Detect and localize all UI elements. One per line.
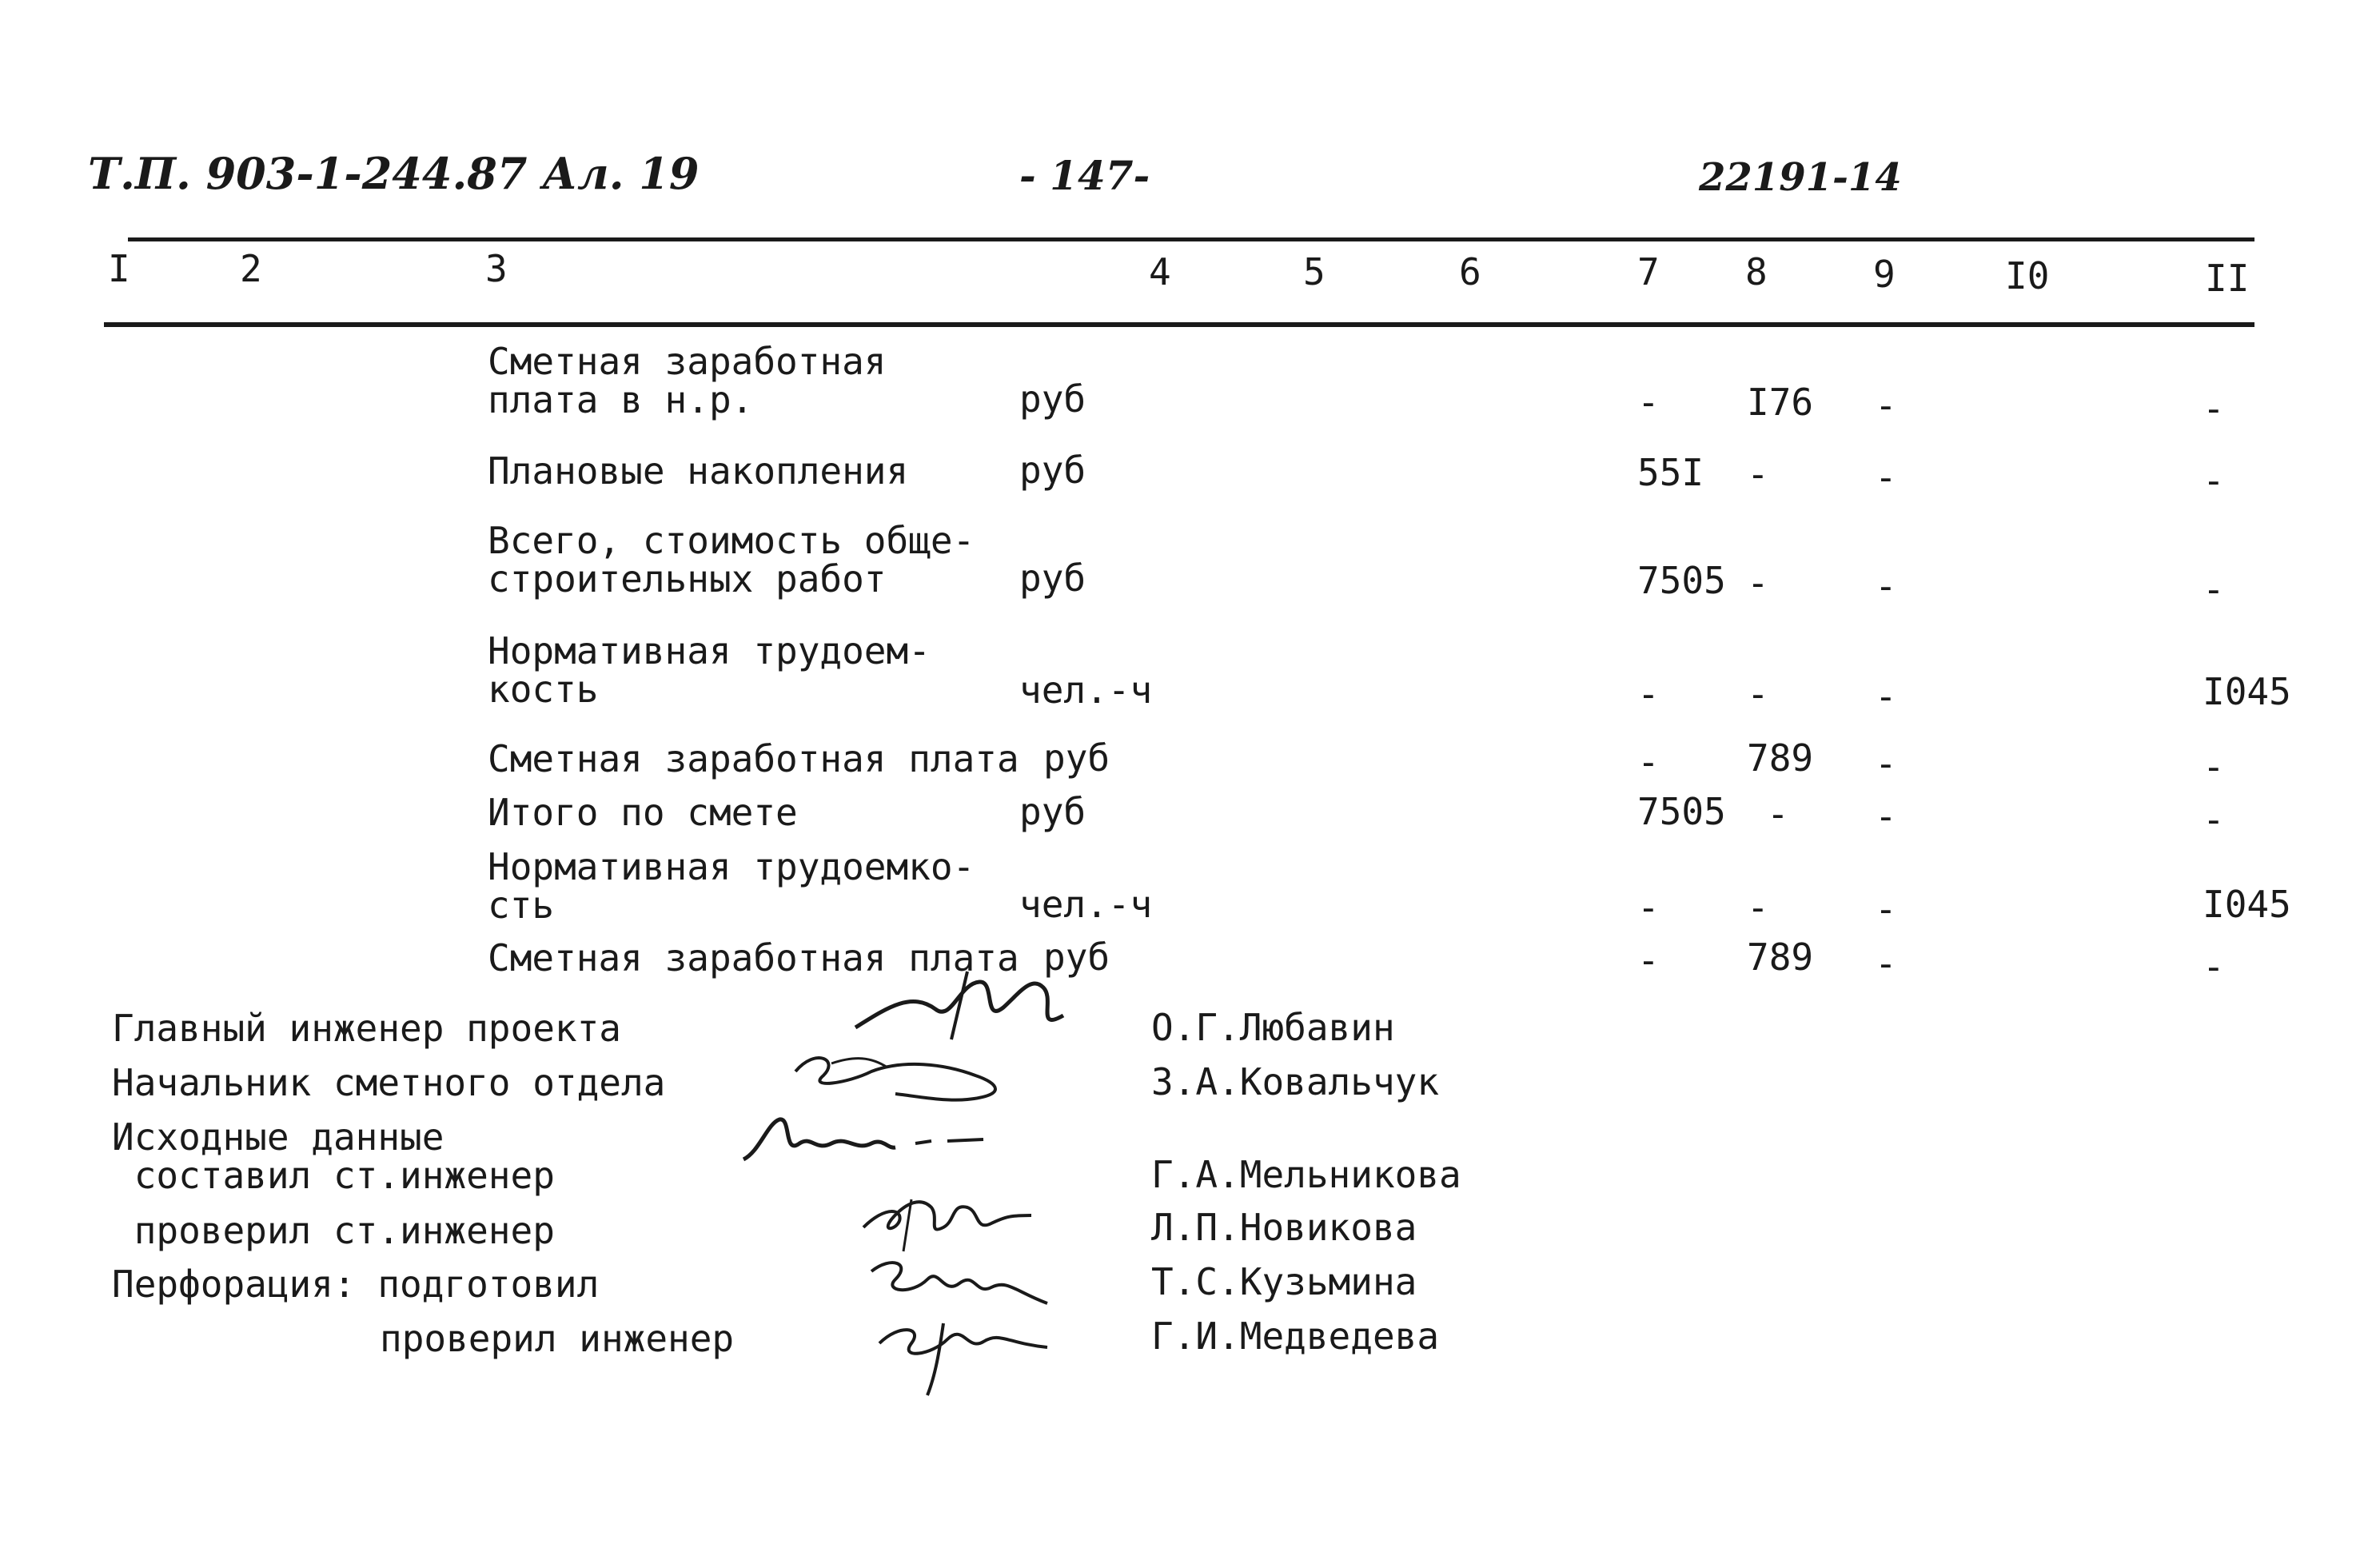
- signature-checker: [855, 1187, 1039, 1255]
- document-reference: Т.П. 903-1-244.87 Ал. 19: [88, 148, 700, 199]
- row-col8: -: [1747, 886, 1769, 929]
- row-item-name: Всего, стоимость обще- строительных работ: [488, 519, 975, 601]
- row-unit: чел.-ч: [1019, 668, 1153, 712]
- row-item-name: Сметная заработная плата в н.р.: [488, 340, 887, 422]
- signature-chief-engineer: [839, 960, 1079, 1047]
- row-col7: -: [1637, 672, 1660, 716]
- signatory-name: О.Г.Любавин: [1151, 1006, 1395, 1049]
- row-col9: -: [1875, 456, 1897, 499]
- row-col7: 55I: [1637, 451, 1704, 494]
- row-col11: -: [2203, 798, 2225, 841]
- signatory-title: Начальник сметного отдела: [112, 1061, 666, 1104]
- signatory-title: Перфорация: подготовил: [112, 1263, 600, 1306]
- row-col8: 789: [1747, 736, 1814, 780]
- row-col8: -: [1747, 561, 1769, 604]
- signatory-name: З.А.Ковальчук: [1151, 1060, 1440, 1103]
- signatory-title: Главный инженер проекта: [112, 1007, 621, 1050]
- row-item-name: Итого по смете: [488, 791, 798, 834]
- row-item-name: Нормативная трудоемко- сть: [488, 845, 975, 928]
- row-col8: -: [1747, 453, 1769, 496]
- row-col9: -: [1875, 742, 1897, 785]
- signatory-name: Г.А.Мельникова: [1151, 1153, 1461, 1196]
- row-item-name: Нормативная трудоем- кость: [488, 629, 931, 712]
- row-col9: -: [1875, 565, 1897, 608]
- row-col9: -: [1875, 675, 1897, 718]
- document-code: 22191-14: [1699, 155, 1902, 200]
- row-col8: -: [1747, 672, 1769, 716]
- row-col11: -: [2203, 745, 2225, 788]
- signatory-name: Л.П.Новикова: [1151, 1206, 1417, 1249]
- signature-perforation: [855, 1247, 1063, 1399]
- row-col7: 7505: [1637, 790, 1726, 833]
- col-header-8: 8: [1745, 250, 1768, 293]
- row-unit: руб: [1019, 449, 1086, 492]
- col-header-10: I0: [2005, 254, 2050, 297]
- signature-source-data: [736, 1107, 991, 1171]
- row-col7: -: [1637, 886, 1660, 929]
- row-col7: 7505: [1637, 559, 1726, 602]
- row-col8: I76: [1747, 381, 1814, 424]
- col-header-4: 4: [1149, 250, 1171, 293]
- row-col7: -: [1637, 381, 1660, 424]
- col-header-2: 2: [240, 247, 262, 290]
- row-unit: руб: [1043, 936, 1110, 979]
- row-col11: I045: [2203, 883, 2291, 926]
- row-col11: -: [2203, 945, 2225, 988]
- col-header-3: 3: [485, 247, 508, 290]
- table-top-rule: [128, 237, 2254, 241]
- row-unit: руб: [1019, 557, 1086, 600]
- signatory-name: Г.И.Медведева: [1151, 1315, 1440, 1358]
- row-item-name: Сметная заработная плата: [488, 737, 1019, 780]
- signatory-title: Исходные данные составил ст.инженер: [112, 1115, 555, 1198]
- col-header-1: I: [108, 247, 130, 290]
- row-unit: руб: [1019, 790, 1086, 833]
- row-unit: руб: [1043, 736, 1110, 780]
- row-col11: -: [2203, 568, 2225, 611]
- row-col8: 789: [1747, 936, 1814, 979]
- col-header-11: II: [2205, 257, 2250, 300]
- page-number: - 147-: [1019, 152, 1150, 199]
- signature-estimate-dept-head: [783, 1039, 1023, 1111]
- row-item-name: Сметная заработная плата: [488, 936, 1019, 980]
- row-col9: -: [1875, 942, 1897, 985]
- row-col11: -: [2203, 459, 2225, 502]
- row-col9: -: [1875, 888, 1897, 931]
- col-header-9: 9: [1873, 253, 1896, 296]
- col-header-5: 5: [1303, 250, 1326, 293]
- col-header-7: 7: [1637, 250, 1660, 293]
- row-col9: -: [1875, 795, 1897, 838]
- table-header-rule: [104, 322, 2254, 327]
- col-header-6: 6: [1459, 250, 1481, 293]
- signatory-name: Т.С.Кузьмина: [1151, 1260, 1417, 1303]
- row-col11: I045: [2203, 670, 2291, 713]
- signatory-title: проверил инженер: [380, 1317, 735, 1360]
- row-col8: -: [1767, 792, 1789, 836]
- row-col9: -: [1875, 384, 1897, 427]
- row-col7: -: [1637, 939, 1660, 982]
- row-unit: чел.-ч: [1019, 883, 1153, 926]
- row-col11: -: [2203, 387, 2225, 430]
- signatory-title: проверил ст.инженер: [112, 1209, 555, 1252]
- row-unit: руб: [1019, 377, 1086, 421]
- row-item-name: Плановые накопления: [488, 449, 909, 493]
- row-col7: -: [1637, 740, 1660, 784]
